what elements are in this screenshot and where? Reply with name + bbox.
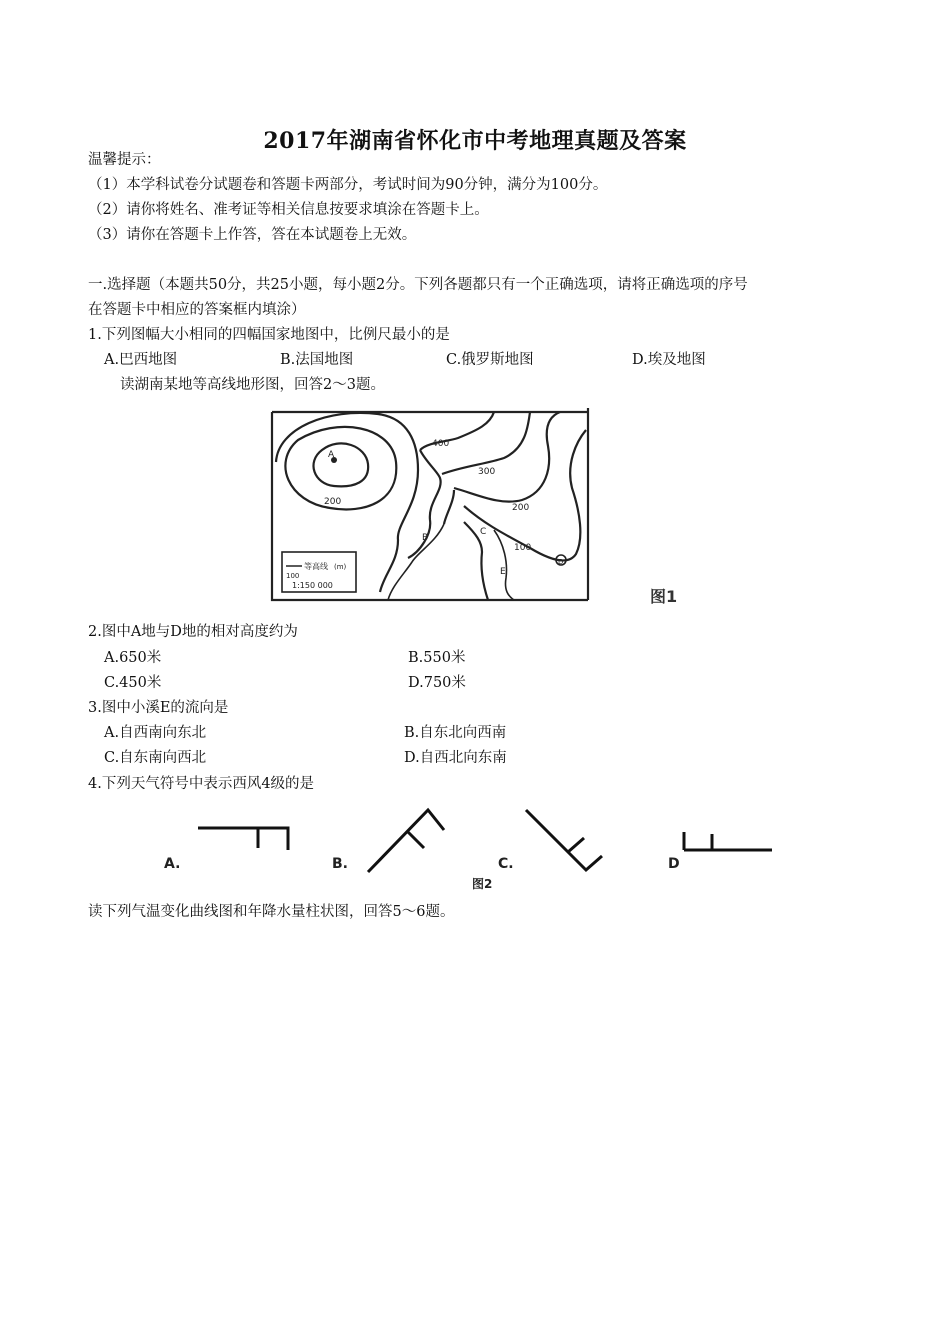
wind-symbol-a (198, 828, 288, 850)
contour-label-200-west: 200 (324, 497, 342, 507)
wind-symbol-c (526, 810, 602, 870)
q2-option-b: B.550米 (408, 650, 466, 666)
tip-2: （2）请你将姓名、准考证等相关信息按要求填涂在答题卡上。 (88, 202, 489, 218)
point-a-label: A (328, 450, 335, 460)
section1-instructions-line1: 一.选择题（本题共50分，共25小题，每小题2分。下列各题都只有一个正确选项，请将正确选项的序号 (88, 277, 748, 293)
legend-label: 等高线 (304, 562, 328, 571)
q1-option-d: D.埃及地图 (632, 352, 706, 368)
figure-1-caption: 图1 (650, 587, 678, 606)
q2-option-c: C.450米 (104, 675, 162, 691)
intro-q5-q6: 读下列气温变化曲线图和年降水量柱状图，回答5～6题。 (88, 904, 455, 920)
legend-number: 100 (286, 572, 300, 580)
q3-option-c: C.自东南向西北 (104, 750, 207, 766)
q1-option-a: A.巴西地图 (104, 352, 178, 368)
tips-heading: 温馨提示： (88, 152, 161, 168)
tip-1: （1）本学科试卷分试题卷和答题卡两部分，考试时间为90分钟，满分为100分。 (88, 177, 608, 193)
legend-unit: (m) (334, 563, 347, 571)
contour-map-figure (268, 402, 698, 612)
q2-option-a: A.650米 (104, 650, 162, 666)
section1-instructions-line2: 在答题卡中相应的答案框内填涂） (88, 302, 306, 318)
point-b-label: B (422, 533, 429, 543)
map-scale: 1:150 000 (292, 581, 333, 590)
q3-stem: 3.图中小溪E的流向是 (88, 700, 229, 716)
q1-option-b: B.法国地图 (280, 352, 354, 368)
wind-label-a: A. (164, 856, 181, 872)
point-d-label: D (558, 558, 564, 566)
wind-symbol-b (368, 810, 444, 872)
document-title: 2017年湖南省怀化市中考地理真题及答案 (263, 128, 687, 154)
wind-label-b: B. (332, 856, 348, 872)
point-c-label: C (480, 527, 487, 537)
q2-stem: 2.图中A地与D地的相对高度约为 (88, 624, 298, 640)
wind-label-d: D (668, 856, 680, 872)
contour-label-100: 100 (514, 543, 532, 553)
q3-option-a: A.自西南向东北 (104, 725, 207, 741)
figure-2-caption: 图2 (472, 877, 493, 891)
wind-label-c: C. (498, 856, 514, 872)
wind-symbols (150, 800, 790, 895)
q3-option-d: D.自西北向东南 (404, 750, 507, 766)
contour-label-200-east: 200 (512, 503, 530, 513)
q1-option-c: C.俄罗斯地图 (446, 352, 534, 368)
q1-stem: 1.下列图幅大小相同的四幅国家地图中，比例尺最小的是 (88, 327, 450, 343)
contour-label-300: 300 (478, 467, 496, 477)
tip-3: （3）请你在答题卡上作答，答在本试题卷上无效。 (88, 227, 417, 243)
intro-q2-q3: 读湖南某地等高线地形图，回答2～3题。 (120, 377, 385, 393)
q3-option-b: B.自东北向西南 (404, 725, 507, 741)
q2-option-d: D.750米 (408, 675, 466, 691)
contour-map (268, 402, 698, 612)
q4-stem: 4.下列天气符号中表示西风4级的是 (88, 776, 315, 792)
point-e-label: E (500, 567, 506, 577)
contour-label-400: 400 (432, 439, 450, 449)
wind-symbols-figure (150, 800, 790, 895)
